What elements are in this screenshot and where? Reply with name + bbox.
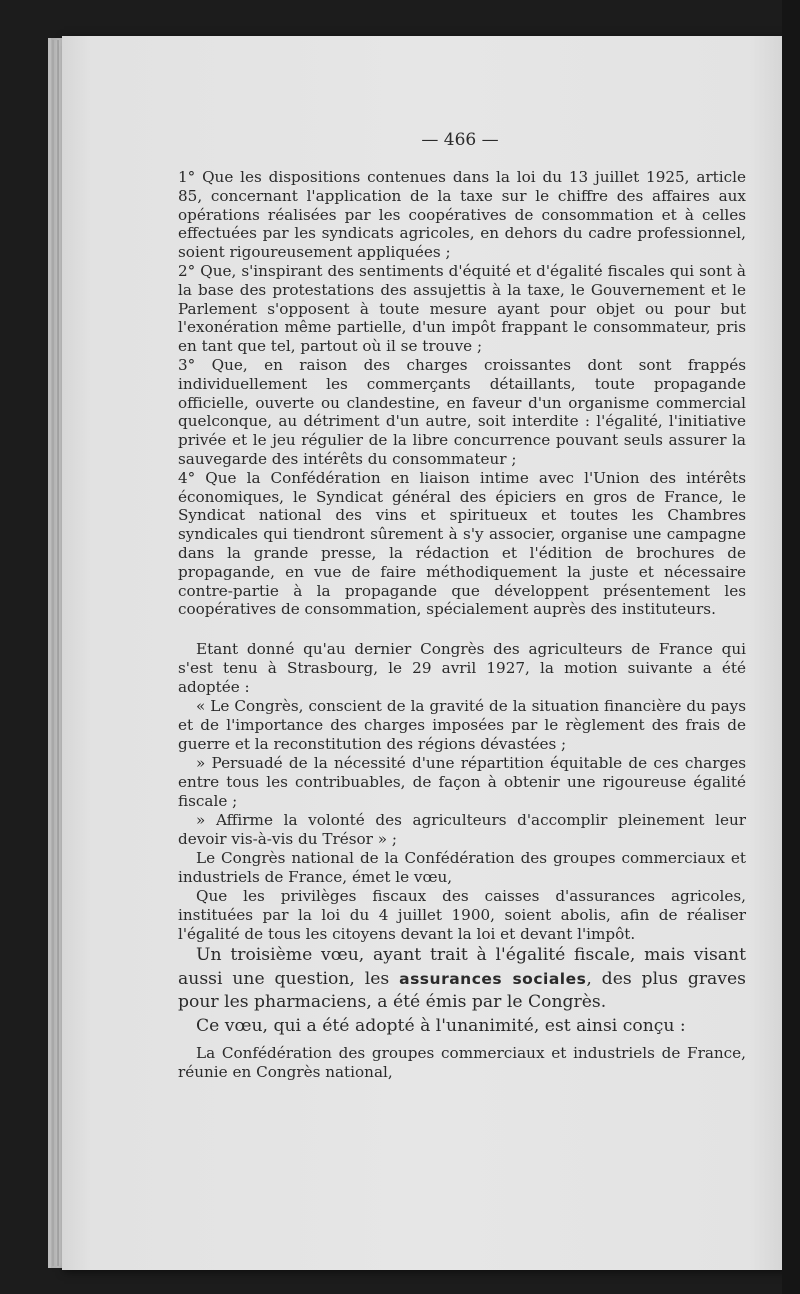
- paragraph-privileges: Que les privilèges fiscaux des caisses d'assurances agricoles, instituées par la loi du 4 juillet 1900, soient abolis, afin de réaliser l'égalité de tous les citoyens devant la loi et devant l'impôt.: [178, 887, 746, 943]
- paragraph-emet-le-voeu: Le Congrès national de la Confédération des groupes commerciaux et industriels de France, émet le vœu,: [178, 849, 746, 886]
- quote-le-congres: « Le Congrès, conscient de la gravité de la situation financière du pays et de l'importance des charges imposées par le règlement des frais de guerre et la reconstitution des régions dévastées ;: [178, 697, 746, 753]
- page-edge-line: [52, 40, 54, 1266]
- paragraph-troisieme-voeu: [178, 944, 746, 1015]
- paragraph-confederation: La Confédération des groupes commerciaux et industriels de France, réunie en Congrès national,: [178, 1044, 746, 1081]
- text-after-emphasis: , des plus graves pour les pharmaciens, a été émis par le Congrès.: [178, 968, 746, 1012]
- paragraph-etant-donne: Etant donné qu'au dernier Congrès des agriculteurs de France qui s'est tenu à Strasbourg, le 29 avril 1927, la motion suivante a été adoptée :: [178, 640, 746, 696]
- congress-motion: [178, 640, 746, 944]
- text-before-emphasis: Un troisième vœu, ayant trait à l'égalité fiscale, mais visant aussi une question, les: [178, 945, 746, 989]
- resolution-4: 4° Que la Confédération en liaison intime avec l'Union des intérêts économiques, le Syndicat général des épiciers en gros de France, le Syndicat national des vins et spiritueux et toutes les Chambres syndicales qui tiendront sûrement à s'y associer, organise une campagne dans la grande presse, la rédaction et l'édition de brochures de propagande, en vue de faire méthodiquement la juste et nécessaire contre-partie à la propagande que développent présentement les coopératives de consommation, spécialement auprès des instituteurs.: [178, 468, 746, 619]
- resolution-2: 2° Que, s'inspirant des sentiments d'équité et d'égalité fiscales qui sont à la base des protestations des assujettis à la taxe, le Gouvernement et le Parlement s'opposent à toute mesure ayant pour objet ou pour but l'exonération même partielle, d'un impôt frappant le consommateur, pris en tant que tel, partout où il se trouve ;: [178, 261, 746, 356]
- emphasis-assurances-sociales: assurances sociales: [399, 969, 587, 988]
- resolution-3: 3° Que, en raison des charges croissantes dont sont frappés individuellement les commerçants détaillants, toute propagande officielle, ouverte ou clandestine, en faveur d'un organisme commercial quelconque, au détriment d'un autre, soit interdite : l'égalité, l'initiative privée et le jeu régulier de la libre concurrence pouvant seuls assurer la sauvegarde des intérêts du consommateur ;: [178, 355, 746, 468]
- closing-section: [178, 1044, 746, 1082]
- background-right-edge: [782, 0, 800, 1294]
- quote-affirme: » Affirme la volonté des agriculteurs d'accomplir pleinement leur devoir vis-à-vis du Trésor » ;: [178, 811, 746, 848]
- page-edge-line: [57, 40, 59, 1266]
- quote-persuade: » Persuadé de la nécessité d'une répartition équitable de ces charges entre tous les contribuables, de façon à obtenir une rigoureuse égalité fiscale ;: [178, 754, 746, 810]
- page-number: — 466 —: [421, 130, 499, 150]
- numbered-resolutions: [178, 168, 746, 619]
- resolution-1: 1° Que les dispositions contenues dans la loi du 13 juillet 1925, article 85, concernant l'application de la taxe sur le chiffre des affaires aux opérations réalisées par les coopératives de consommation et à celles effectuées par les syndicats agricoles, en dehors du cadre professionnel, soient rigoureusement appliquées ;: [178, 168, 746, 262]
- paragraph-ce-voeu: Ce vœu, qui a été adopté à l'unanimité, est ainsi conçu :: [196, 1015, 686, 1036]
- third-wish-section: [178, 944, 746, 1038]
